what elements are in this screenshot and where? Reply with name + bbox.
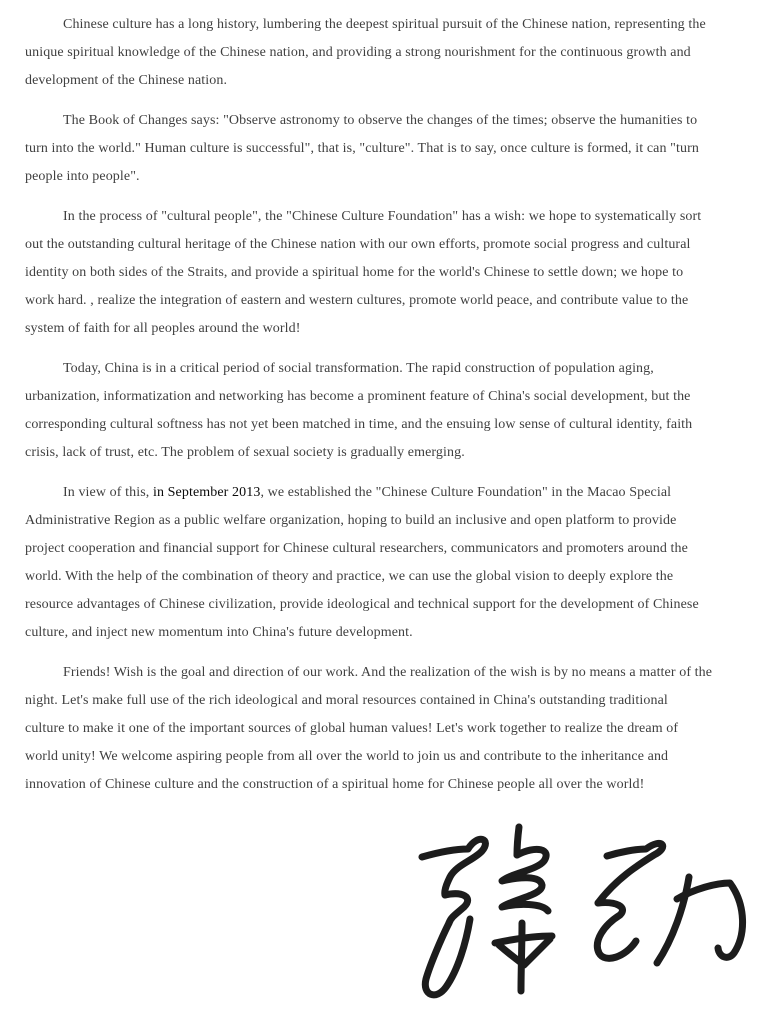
signature-stroke	[425, 919, 470, 995]
signature-stroke	[445, 894, 468, 923]
signature-stroke	[598, 843, 663, 903]
signature-stroke	[521, 923, 522, 991]
text-line: system of faith for all peoples around the world!	[25, 321, 301, 336]
text-line: culture to make it one of the important sources of global human values! Let's work together to realize the dream of	[25, 721, 679, 736]
signature-stroke	[502, 849, 548, 911]
text-line: identity on both sides of the Straits, and provide a spiritual home for the world's Chinese to settle down; we hope to	[25, 265, 684, 280]
highlight-date: in September 2013	[152, 485, 261, 500]
signature	[394, 815, 769, 1015]
paragraph	[25, 659, 734, 799]
text-line: innovation of Chinese culture and the construction of a spiritual home for Chinese people all over the world!	[25, 777, 645, 792]
text-line: project cooperation and financial support for Chinese cultural researchers, communicators and promoters around the	[25, 541, 688, 556]
text-line: Today, China is in a critical period of social transformation. The rapid construction of population aging,	[63, 361, 654, 376]
text-line: urbanization, informatization and networking has become a prominent feature of China's social development, but the	[25, 389, 691, 404]
paragraph	[25, 11, 734, 95]
text-line: Friends! Wish is the goal and direction of our work. And the realization of the wish is by no means a matter of the	[63, 665, 713, 680]
text-line: corresponding cultural softness has not yet been matched in time, and the ensuing low sense of cultural identity, faith	[25, 417, 693, 432]
text-line: In the process of "cultural people", the "Chinese Culture Foundation" has a wish: we hope to systematically sort	[63, 209, 702, 224]
text-line: work hard. , realize the integration of eastern and western cultures, promote world peace, and contribute value to the	[25, 293, 689, 308]
signature-stroke	[597, 903, 636, 959]
text-line: out the outstanding cultural heritage of the Chinese nation with our own efforts, promote social progress and cultural	[25, 237, 691, 252]
text-line: Chinese culture has a long history, lumbering the deepest spiritual pursuit of the Chinese nation, representing the	[63, 17, 706, 32]
text-line: crisis, lack of trust, etc. The problem of sexual society is gradually emerging.	[25, 445, 465, 460]
text-line: turn into the world." Human culture is successful", that is, "culture". That is to say, once culture is formed, it can "turn	[25, 141, 699, 156]
paragraph	[25, 107, 734, 191]
signature-stroke	[422, 839, 485, 895]
text-line: The Book of Changes says: "Observe astronomy to observe the changes of the times; observe the humanities to	[63, 113, 698, 128]
text-line: culture, and inject new momentum into China's future development.	[25, 625, 413, 640]
text-line: development of the Chinese nation.	[25, 73, 228, 88]
text-line: world. With the help of the combination of theory and practice, we can use the global vision to deeply explore the	[25, 569, 674, 584]
text-line: people into people".	[25, 169, 140, 184]
signature-calligraphy	[394, 815, 769, 1015]
paragraph	[25, 479, 734, 647]
paragraph	[25, 203, 734, 343]
text-line: In view of this, in September 2013, we established the "Chinese Culture Foundation" in the Macao Special	[63, 485, 672, 500]
text-line: unique spiritual knowledge of the Chinese nation, and providing a strong nourishment for the continuous growth and	[25, 45, 691, 60]
text-line: night. Let's make full use of the rich ideological and moral resources contained in China's outstanding traditional	[25, 693, 668, 708]
signature-stroke	[657, 877, 689, 963]
text-line: Administrative Region as a public welfare organization, hoping to build an inclusive and open platform to provide	[25, 513, 677, 528]
text-line: resource advantages of Chinese civilization, provide ideological and technical support for the development of Chinese	[25, 597, 699, 612]
paragraph	[25, 355, 734, 467]
text-line: world unity! We welcome aspiring people from all over the world to join us and contribute to the inheritance and	[25, 749, 669, 764]
